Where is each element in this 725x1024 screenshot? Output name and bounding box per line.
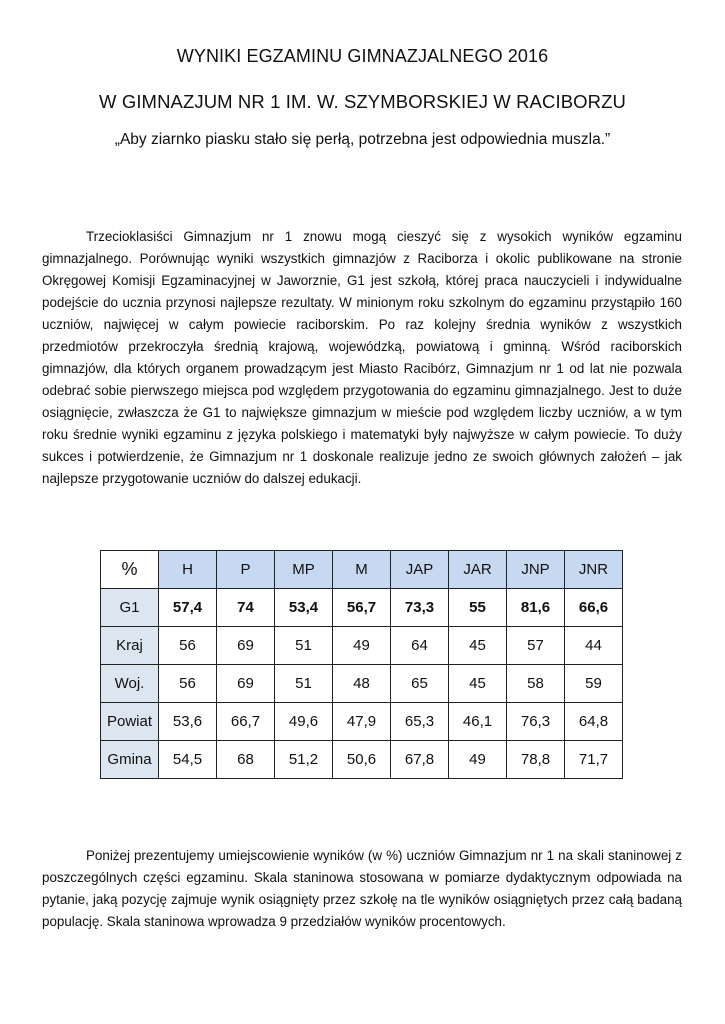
table-row — [101, 627, 623, 665]
column-header: P — [217, 551, 275, 589]
table-cell: 65 — [391, 665, 449, 703]
table-cell: 65,3 — [391, 703, 449, 741]
title-line-1: WYNIKI EGZAMINU GIMNAZJALNEGO 2016 — [176, 46, 549, 66]
motto-quote: „Aby ziarnko piasku stało się perłą, potrzebna jest odpowiednia muszla.” — [114, 131, 611, 148]
column-header: JNP — [507, 551, 565, 589]
table-cell: 64 — [391, 627, 449, 665]
intro-paragraph: Trzecioklasiści Gimnazjum nr 1 znowu mogą cieszyć się z wysokich wyników egzaminu gimnazjalnego. Porównując wyniki wszystkich gimnazjów z Raciborza i okolic publikowane na stronie Okręgowej Komisji Egzaminacyjnej w Jaworznie, G1 jest szkołą, której praca nauczycieli i indywidualne podejście do ucznia przynosi najlepsze rezultaty. W minionym roku szkolnym do egzaminu przystąpiło 160 uczniów, najwięcej w całym powiecie raciborskim. Po raz kolejny średnia wyników z wszystkich przedmiotów przekroczyła średnią krajową, wojewódzką, powiatową i gminną. Wśród raciborskich gimnazjów, dla których organem prowadzącym jest Miasto Racibórz, Gimnazjum nr 1 od lat nie pozwala odebrać sobie pierwszego miejsca pod względem przygotowania do egzaminu gimnazjalnego. Jest to duże osiągnięcie, zwłaszcza że G1 to największe gimnazjum w mieście pod względem liczby uczniów, a w tym roku średnie wyniki egzaminu z języka polskiego i matematyki były najwyższe w całym powiecie. To duży sukces i potwierdzenie, że Gimnazjum nr 1 doskonale realizuje jedno ze swoich głównych założeń – jak najlepsze przygotowanie uczniów do dalszej edukacji. — [42, 229, 682, 486]
table-cell: 45 — [449, 665, 507, 703]
row-label: Powiat — [101, 703, 159, 741]
column-header: JAP — [391, 551, 449, 589]
table-cell: 53,4 — [275, 589, 333, 627]
table-cell: 51 — [275, 627, 333, 665]
table-cell: 68 — [217, 741, 275, 779]
table-cell: 50,6 — [333, 741, 391, 779]
table-cell: 46,1 — [449, 703, 507, 741]
table-row — [101, 665, 623, 703]
table-cell: 55 — [449, 589, 507, 627]
row-label: G1 — [101, 589, 159, 627]
table-cell: 64,8 — [565, 703, 623, 741]
table-cell: 56,7 — [333, 589, 391, 627]
outro-paragraph: Poniżej prezentujemy umiejscowienie wyników (w %) uczniów Gimnazjum nr 1 na skali staninowej z poszczególnych części egzaminu. Skala staninowa stosowana w pomiarze dydaktycznym odpowiada na pytanie, jaką pozycję zajmuje wynik osiągnięty przez szkołę na tle wyników osiągniętych przez całą badaną populację. Skala staninowa wprowadza 9 przedziałów wyników procentowych. — [42, 848, 682, 929]
table-cell: 66,6 — [565, 589, 623, 627]
table-header-row — [101, 551, 623, 589]
table-cell: 54,5 — [159, 741, 217, 779]
table-row — [101, 703, 623, 741]
table-corner-cell: % — [101, 551, 159, 589]
table-cell: 66,7 — [217, 703, 275, 741]
row-label: Gmina — [101, 741, 159, 779]
table-cell: 73,3 — [391, 589, 449, 627]
column-header: JNR — [565, 551, 623, 589]
table-cell: 57 — [507, 627, 565, 665]
row-label: Kraj — [101, 627, 159, 665]
column-header: M — [333, 551, 391, 589]
table-cell: 49 — [449, 741, 507, 779]
table-cell: 81,6 — [507, 589, 565, 627]
table-cell: 56 — [159, 665, 217, 703]
table-cell: 44 — [565, 627, 623, 665]
table-cell: 57,4 — [159, 589, 217, 627]
title-line-2: W GIMNAZJUM NR 1 IM. W. SZYMBORSKIEJ W RACIBORZU — [99, 91, 626, 112]
table-cell: 56 — [159, 627, 217, 665]
column-header: H — [159, 551, 217, 589]
table-cell: 76,3 — [507, 703, 565, 741]
table-cell: 49 — [333, 627, 391, 665]
table-cell: 51 — [275, 665, 333, 703]
row-label: Woj. — [101, 665, 159, 703]
table-cell: 58 — [507, 665, 565, 703]
table-cell: 48 — [333, 665, 391, 703]
table-cell: 49,6 — [275, 703, 333, 741]
results-table — [100, 550, 623, 779]
table-cell: 53,6 — [159, 703, 217, 741]
table-cell: 67,8 — [391, 741, 449, 779]
column-header: JAR — [449, 551, 507, 589]
table-row — [101, 741, 623, 779]
table-row — [101, 589, 623, 627]
table-cell: 74 — [217, 589, 275, 627]
table-cell: 47,9 — [333, 703, 391, 741]
table-cell: 69 — [217, 627, 275, 665]
table-cell: 78,8 — [507, 741, 565, 779]
column-header: MP — [275, 551, 333, 589]
table-cell: 45 — [449, 627, 507, 665]
table-cell: 71,7 — [565, 741, 623, 779]
table-cell: 51,2 — [275, 741, 333, 779]
table-cell: 59 — [565, 665, 623, 703]
table-cell: 69 — [217, 665, 275, 703]
